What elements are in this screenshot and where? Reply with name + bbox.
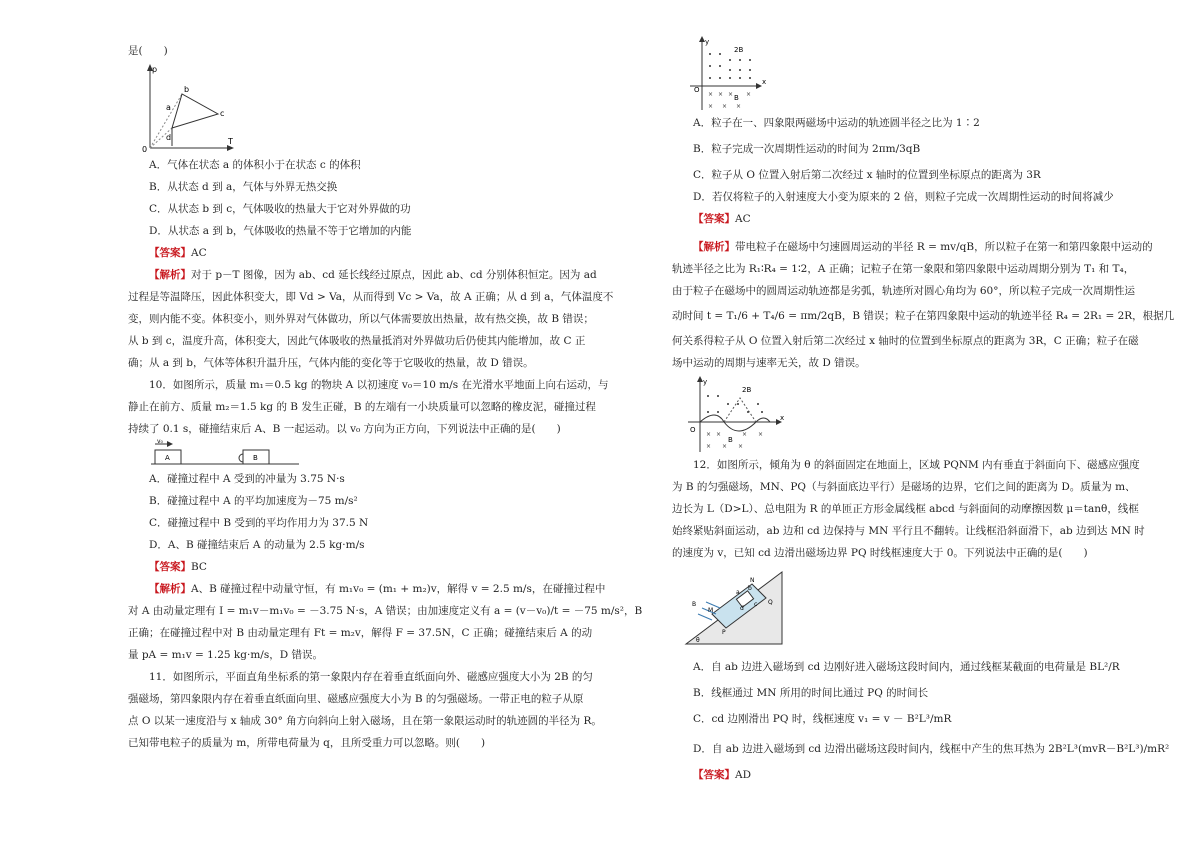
block-a-label: A xyxy=(165,454,170,462)
q11-option-d: D．若仅将粒子的入射速度大小变为原来的 2 倍，则粒子完成一次周期性运动的时间将减少 xyxy=(693,191,1114,203)
svg-text:Q: Q xyxy=(768,599,773,606)
svg-text:×: × xyxy=(746,91,752,98)
q11-option-a: A．粒子在一、四象限两磁场中运动的轨迹圆半径之比为 1∶2 xyxy=(693,117,980,129)
axis-t-label: T xyxy=(228,137,233,146)
trajectory-diagram xyxy=(672,374,792,454)
q10-answer-value: BC xyxy=(191,561,207,573)
q10-analysis-line-2: 对 A 由动量定理有 I = m₁v－m₁v₀ = －3.75 N·s，A 错误；由加速度定义有 a = (v－v₀)/t = －75 m/s²，B xyxy=(128,605,643,617)
q9-option-c: C．从状态 b 到 c，气体吸收的热量大于它对外界做的功 xyxy=(149,203,411,215)
q10-stem-line-2: 静止在前方、质量 m₂＝1.5 kg 的 B 发生正碰，B 的左端有一小块质量可以忽略的橡皮泥，碰撞过程 xyxy=(128,401,596,413)
q12-answer xyxy=(672,764,1104,786)
answer-tag: 【答案】 xyxy=(149,247,191,259)
q10-stem-line-1: 10．如图所示，质量 m₁＝0.5 kg 的物块 A 以初速度 v₀＝10 m/s 在光滑水平地面上向右运动，与 xyxy=(149,379,609,391)
analysis-tag: 【解析】 xyxy=(149,269,191,281)
q11-stem-line-3: 点 O 以某一速度沿与 x 轴成 30° 角方向斜向上射入磁场，且在第一象限运动时的轨迹圆的半径为 R。 xyxy=(128,715,602,727)
svg-text:×: × xyxy=(708,91,714,98)
incline-diagram xyxy=(682,564,802,652)
field-2b-label: 2B xyxy=(734,46,744,54)
svg-text:N: N xyxy=(750,577,755,584)
answer-tag: 【答案】 xyxy=(149,561,191,573)
q9-stem-tail: 是( ) xyxy=(128,45,168,57)
point-a-label: a xyxy=(166,103,171,112)
v0-label: v₀ xyxy=(157,438,163,445)
origin-label: O xyxy=(690,426,696,434)
svg-text:×: × xyxy=(708,103,714,110)
q10-analysis-line-4: 量 pA = m₁v = 1.25 kg·m/s，D 错误。 xyxy=(128,649,323,661)
svg-text:×: × xyxy=(736,103,742,110)
q10-figure xyxy=(128,440,586,468)
answer-tag: 【答案】 xyxy=(693,213,735,225)
svg-text:×: × xyxy=(728,91,734,98)
q11-option-c: C．粒子从 O 位置入射后第二次经过 x 轴时的位置到坐标原点的距离为 3R xyxy=(693,169,1041,181)
q12-stem-line-2: 为 B 的匀强磁场，MN、PQ（与斜面底边平行）是磁场的边界，它们之间的距离为 D。质量为 m、 xyxy=(672,481,1136,493)
svg-text:×: × xyxy=(716,431,722,438)
q11-analysis-line-1: 【解析】带电粒子在磁场中匀速圆周运动的半径 R = mv/qB，所以粒子在第一和第四象限中运动的 xyxy=(693,241,1153,253)
q12-answer-value: AD xyxy=(735,769,752,781)
q9-analysis-line-3: 变，则内能不变。体积变小，则外界对气体做功，所以气体需要放出热量，故有热交换，故 B 错误； xyxy=(128,313,594,325)
q9-option-b: B．从状态 d 到 a，气体与外界无热交换 xyxy=(149,181,338,193)
analysis-tag: 【解析】 xyxy=(693,241,735,253)
q10-option-b: B．碰撞过程中 A 的平均加速度为－75 m/s² xyxy=(149,495,358,507)
field-crosses xyxy=(706,431,763,450)
q12-stem-line-5: 的速度为 v，已知 cd 边滑出磁场边界 PQ 时线框速度大于 0。下列说法中正确的是( ) xyxy=(672,547,1088,559)
q10-answer xyxy=(128,556,586,578)
point-b-label: b xyxy=(184,85,190,94)
q11-analysis-line-5: 何关系得粒子从 O 位置入射后第二次经过 x 轴时的位置到坐标原点的距离为 3R，C 正确；粒子在磁 xyxy=(672,335,1139,347)
field-b-label: B xyxy=(728,436,733,444)
q11-stem-line-1: 11．如图所示，平面直角坐标系的第一象限内存在着垂直纸面向外、磁感应强度大小为 2B 的匀 xyxy=(149,671,593,683)
q10-option-c: C．碰撞过程中 B 受到的平均作用力为 37.5 N xyxy=(149,517,369,529)
q12-stem-line-4: 始终紧贴斜面运动，ab 边和 cd 边保持与 MN 平行且不翻转。让线框沿斜面滑下，ab 边到达 MN 时 xyxy=(672,525,1145,537)
field-2b-label: 2B xyxy=(742,386,752,394)
q11-figure xyxy=(672,34,1104,112)
q9-figure xyxy=(128,62,586,154)
svg-text:B: B xyxy=(692,601,697,608)
q11-solution-figure xyxy=(672,374,1104,454)
svg-text:×: × xyxy=(722,103,728,110)
field-b-label: B xyxy=(734,94,739,102)
svg-text:×: × xyxy=(706,431,712,438)
origin-label: 0 xyxy=(142,145,148,154)
field-dots xyxy=(707,395,763,413)
field-crosses xyxy=(708,91,751,110)
left-column xyxy=(128,40,643,754)
q10-option-a: A．碰撞过程中 A 受到的冲量为 3.75 N·s xyxy=(149,473,345,485)
svg-text:×: × xyxy=(722,443,728,450)
q11-analysis-line-4: 动时间 t = T₁/6 + T₄/6 = πm/2qB，B 错误；粒子在第四象限中运动的轨迹半径 R₄ = 2R₁ = 2R，根据几 xyxy=(672,310,1175,322)
y-axis-label: y xyxy=(705,38,710,46)
analysis-tag: 【解析】 xyxy=(149,583,191,595)
q12-option-a: A．自 ab 边进入磁场到 cd 边刚好进入磁场这段时间内，通过线框某截面的电荷量是 BL²/R xyxy=(693,661,1120,673)
x-axis-label: x xyxy=(762,78,767,86)
field-dots xyxy=(709,53,751,79)
answer-tag: 【答案】 xyxy=(693,769,735,781)
right-column xyxy=(672,34,1175,786)
q9-option-d: D．从状态 a 到 b，气体吸收的热量不等于它增加的内能 xyxy=(149,225,412,237)
q9-answer xyxy=(128,242,586,264)
pt-graph xyxy=(128,62,238,154)
q12-option-b: B．线框通过 MN 所用的时间比通过 PQ 的时间长 xyxy=(693,687,929,699)
svg-text:M: M xyxy=(708,607,714,614)
q11-analysis-line-3: 由于粒子在磁场中的圆周运动轨迹都是劣弧，轨迹所对圆心角均为 60°，所以粒子完成一次周期性运 xyxy=(672,285,1135,297)
axis-p-label: p xyxy=(152,65,158,74)
q9-analysis-line-4: 从 b 到 c，温度升高，体积变大，因此气体吸收的热量抵消对外界做功后仍使其内能增加，故 C 正 xyxy=(128,335,586,347)
q11-analysis-line-2: 轨迹半径之比为 R₁∶R₄ = 1∶2，A 正确；记粒子在第一象限和第四象限中运动周期分别为 T₁ 和 T₄， xyxy=(672,263,1135,275)
q11-analysis-line-6: 场中运动的周期与速率无关，故 D 错误。 xyxy=(672,357,866,369)
q9-option-a: A．气体在状态 a 的体积小于在状态 c 的体积 xyxy=(149,159,361,171)
origin-label: O xyxy=(694,86,700,94)
q11-answer-value: AC xyxy=(735,213,751,225)
svg-text:×: × xyxy=(758,431,764,438)
q11-stem-line-4: 已知带电粒子的质量为 m，所带电荷量为 q，且所受重力可以忽略。则( ) xyxy=(128,737,486,749)
point-c-label: c xyxy=(220,109,225,118)
svg-text:a: a xyxy=(736,589,740,596)
q12-option-c: C．cd 边刚滑出 PQ 时，线框速度 v₁ = v － B²L³/mR xyxy=(693,713,952,725)
svg-text:×: × xyxy=(738,443,744,450)
q9-analysis-line-5: 确；从 a 到 b，气体等体积升温升压，气体内能的变化等于它吸收的热量，故 D 错误。 xyxy=(128,357,534,369)
svg-text:P: P xyxy=(722,629,726,636)
svg-text:θ: θ xyxy=(696,637,700,644)
q11-stem-line-2: 强磁场，第四象限内存在着垂直纸面向里、磁感应强度大小为 B 的匀强磁场。一带正电的粒子从原 xyxy=(128,693,584,705)
y-axis-label: y xyxy=(703,378,708,386)
q12-stem-line-1: 12．如图所示，倾角为 θ 的斜面固定在地面上，区域 PQNM 内有垂直于斜面向下、磁感应强度 xyxy=(693,459,1140,471)
q9-answer-value: AC xyxy=(191,247,207,259)
q10-stem-line-3: 持续了 0.1 s，碰撞结束后 A、B 一起运动。以 v₀ 方向为正方向，下列说法中正确的是( ) xyxy=(128,423,561,435)
q12-stem-line-3: 边长为 L（D>L）、总电阻为 R 的单匝正方形金属线框 abcd 与斜面间的动摩擦因数 μ＝tanθ，线框 xyxy=(672,503,1139,515)
block-b-label: B xyxy=(253,454,258,462)
svg-text:d: d xyxy=(740,605,744,612)
svg-text:×: × xyxy=(718,91,724,98)
q12-option-d: D．自 ab 边进入磁场到 cd 边滑出磁场这段时间内，线框中产生的焦耳热为 2B²L³(mvR－B²L³)/mR² xyxy=(693,743,1170,755)
q12-figure xyxy=(672,564,1104,652)
q10-option-d: D．A、B 碰撞结束后 A 的动量为 2.5 kg·m/s xyxy=(149,539,365,551)
collision-diagram xyxy=(149,440,309,468)
q9-analysis-line-1: 【解析】对于 p－T 图像，因为 ab、cd 延长线经过原点，因此 ab、cd 分别体积恒定。因为 ad xyxy=(149,269,597,281)
q10-analysis-line-3: 正确；在碰撞过程中对 B 由动量定理有 Ft = m₂v，解得 F = 37.5N，C 正确；碰撞结束后 A 的动 xyxy=(128,627,593,639)
q10-analysis-line-1: 【解析】A、B 碰撞过程中动量守恒，有 m₁v₀ = (m₁ + m₂)v，解得 v = 2.5 m/s，在碰撞过程中 xyxy=(149,583,606,595)
magnetic-field-diagram xyxy=(672,34,782,112)
svg-text:×: × xyxy=(706,443,712,450)
point-d-label: d xyxy=(166,133,172,142)
svg-text:b: b xyxy=(748,585,752,592)
q11-answer xyxy=(672,208,1104,230)
q9-analysis-line-2: 过程是等温降压，因此体积变大，即 Vd > Va，从而得到 Vc > Va，故 A 正确；从 d 到 a，气体温度不 xyxy=(128,291,614,303)
x-axis-label: x xyxy=(780,414,785,422)
svg-text:c: c xyxy=(754,601,758,608)
q11-option-b: B．粒子完成一次周期性运动的时间为 2πm/3qB xyxy=(693,143,921,155)
svg-text:×: × xyxy=(742,431,748,438)
